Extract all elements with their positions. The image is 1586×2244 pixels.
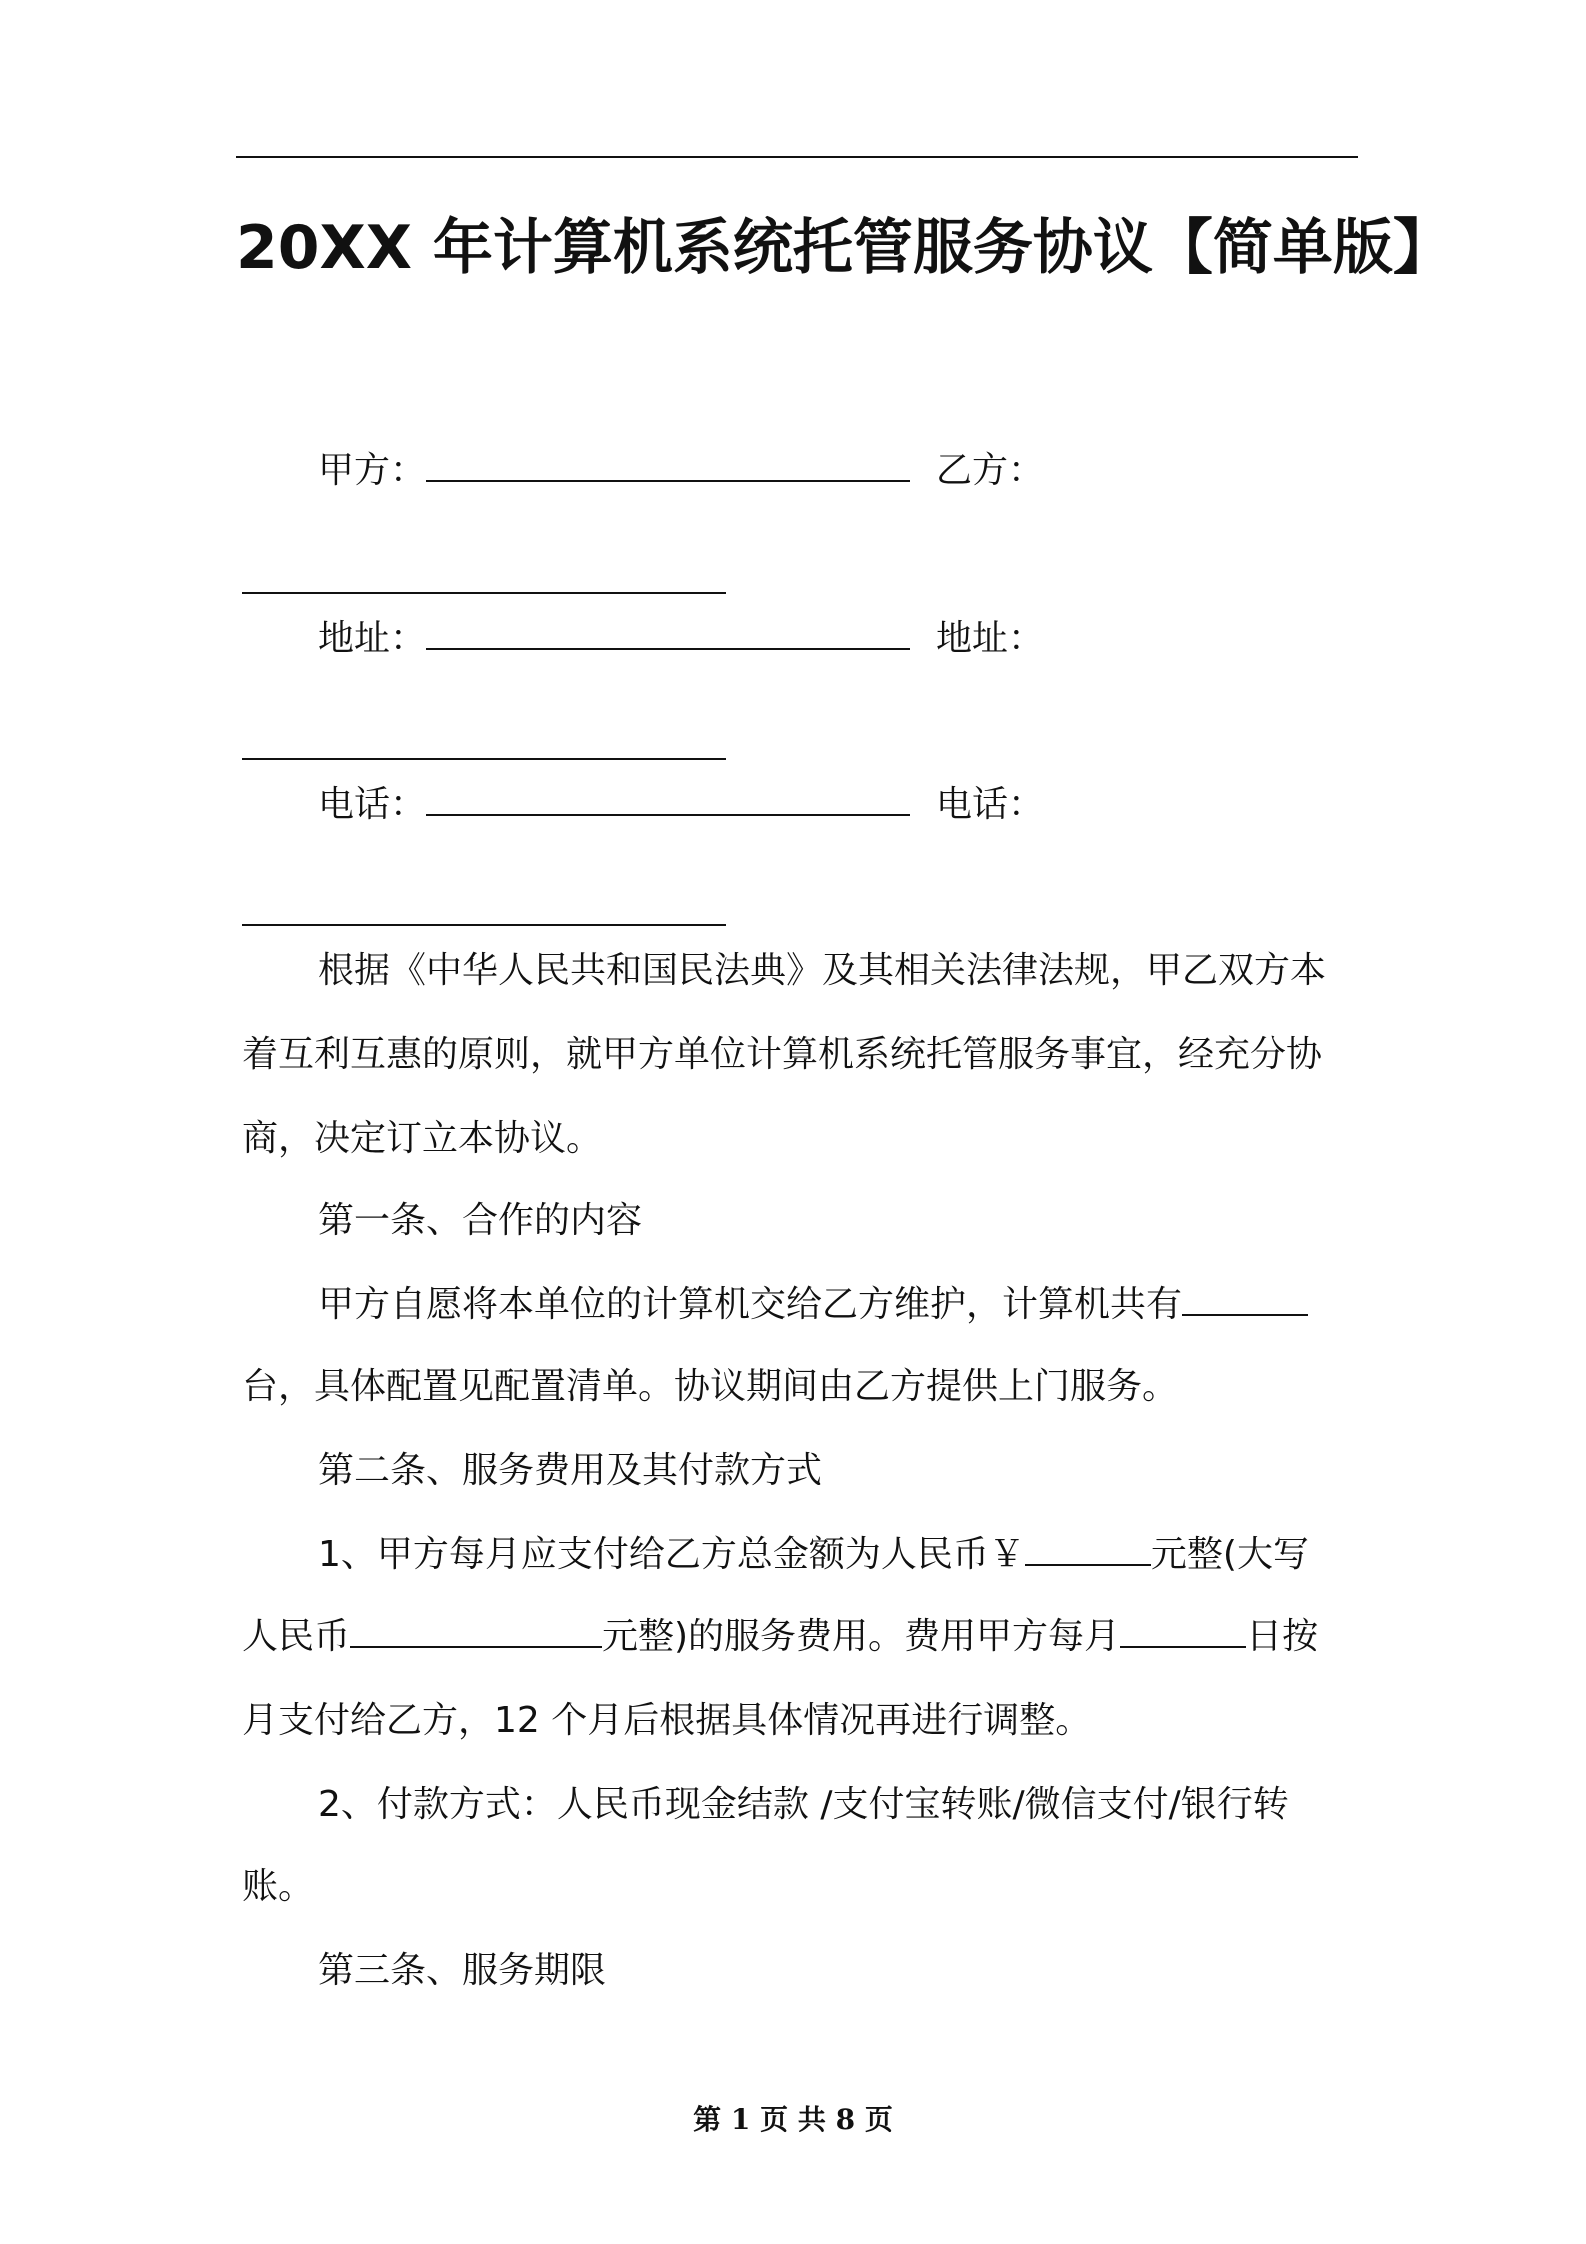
- article-2-item-2-line-2: 账。: [242, 1866, 315, 1907]
- article-1-line-1: [318, 1284, 1308, 1326]
- article-2-item-2-line-1: 2、付款方式：人民币现金结款 /支付宝转账/微信支付/银行转: [318, 1784, 1289, 1825]
- phone-b-row: [936, 784, 1044, 826]
- party-a-label: 甲方：: [318, 450, 427, 491]
- article-2-item-1-line-3: 月支付给乙方，12 个月后根据具体情况再进行调整。: [242, 1700, 1092, 1741]
- monthly-amount-blank[interactable]: [1025, 1534, 1151, 1566]
- phone-b-label: 电话：: [936, 784, 1045, 825]
- address-a-blank[interactable]: [426, 618, 910, 650]
- preamble-line-2: 着互利互惠的原则，就甲方单位计算机系统托管服务事宜，经充分协: [242, 1034, 1323, 1075]
- article-2-item-1-line-2: [242, 1616, 1318, 1658]
- preamble-line-1: 根据《中华人民共和国民法典》及其相关法律法规，甲乙双方本: [318, 950, 1327, 991]
- header-rule: [236, 156, 1358, 158]
- article-2-item-1-line-1: [318, 1534, 1309, 1576]
- address-b-row: [936, 618, 1044, 660]
- document-title: 20XX 年计算机系统托管服务协议【简单版】: [236, 213, 1453, 283]
- party-b-row: [936, 450, 1044, 492]
- item-1-text-c: 人民币: [242, 1616, 351, 1657]
- address-b-label: 地址：: [936, 618, 1045, 659]
- address-b-blank-row: [242, 728, 726, 770]
- party-b-blank[interactable]: [242, 562, 726, 594]
- item-1-text-b: 元整(大写: [1150, 1534, 1309, 1575]
- article-3-heading: 第三条、服务期限: [318, 1950, 607, 1991]
- article-1-text: 甲方自愿将本单位的计算机交给乙方维护，计算机共有: [318, 1284, 1183, 1325]
- party-b-blank-row: [242, 562, 726, 604]
- address-a-label: 地址：: [318, 618, 427, 659]
- item-1-text-a: 1、甲方每月应支付给乙方总金额为人民币￥: [318, 1534, 1025, 1575]
- article-1-line-2: 台，具体配置见配置清单。协议期间由乙方提供上门服务。: [242, 1366, 1179, 1407]
- page-footer: 第 1 页 共 8 页: [693, 2103, 893, 2136]
- phone-a-row: [318, 784, 910, 826]
- item-1-text-e: 日按: [1246, 1616, 1319, 1657]
- party-a-row: [318, 450, 910, 492]
- amount-in-words-blank[interactable]: [350, 1616, 602, 1648]
- phone-a-blank[interactable]: [426, 784, 910, 816]
- party-b-label: 乙方：: [936, 450, 1045, 491]
- phone-b-blank[interactable]: [242, 894, 726, 926]
- address-a-row: [318, 618, 910, 660]
- article-1-heading: 第一条、合作的内容: [318, 1200, 643, 1241]
- preamble-line-3: 商，决定订立本协议。: [242, 1118, 603, 1159]
- article-2-heading: 第二条、服务费用及其付款方式: [318, 1450, 823, 1491]
- phone-a-label: 电话：: [318, 784, 427, 825]
- computer-count-blank[interactable]: [1182, 1284, 1308, 1316]
- party-a-blank[interactable]: [426, 450, 910, 482]
- payment-day-blank[interactable]: [1120, 1616, 1246, 1648]
- item-1-text-d: 元整)的服务费用。费用甲方每月: [602, 1616, 1121, 1657]
- phone-b-blank-row: [242, 894, 726, 936]
- address-b-blank[interactable]: [242, 728, 726, 760]
